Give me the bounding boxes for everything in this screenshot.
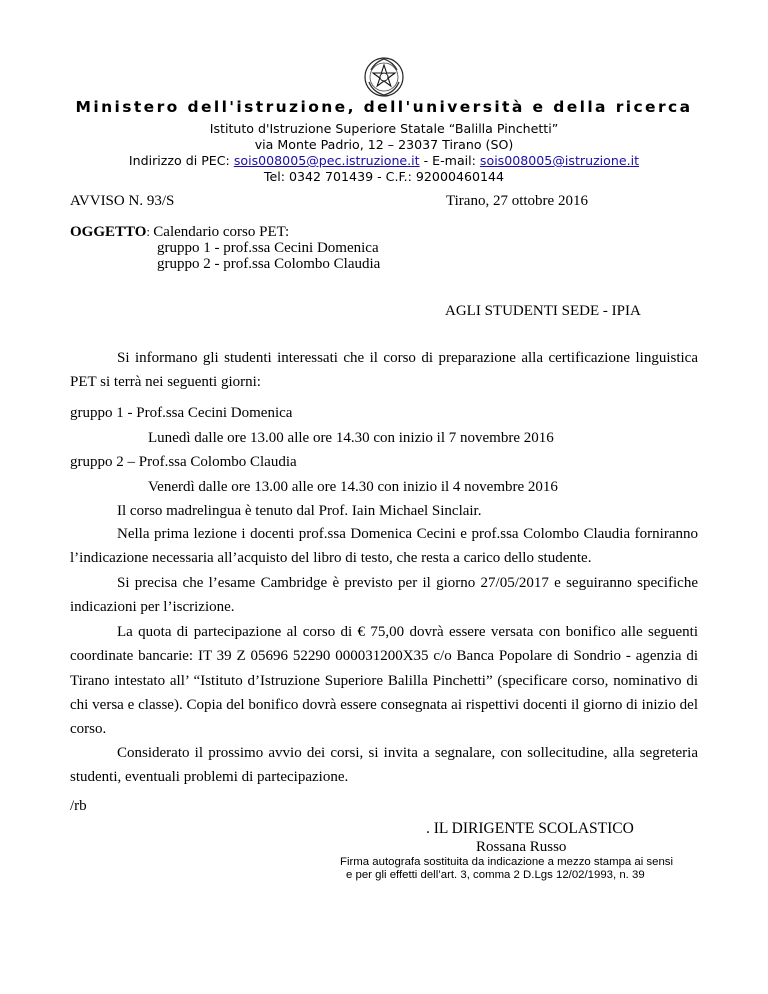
initials: /rb (70, 798, 87, 814)
notice-number: AVVISO N. 93/S (70, 193, 175, 209)
closing-paragraph: Considerato il prossimo avvio dei corsi, si invita a segnalare, con sollecitudine, alla segreteria studenti, eventuali problemi di partecipazione. (70, 745, 698, 786)
subject-group-2: gruppo 2 - prof.ssa Colombo Claudia (157, 256, 381, 272)
subject-title: Calendario corso PET: (153, 224, 290, 240)
notice-place-date: Tirano, 27 ottobre 2016 (446, 193, 588, 209)
subject-label: OGGETTO (70, 224, 147, 240)
recipient: AGLI STUDENTI SEDE - IPIA (445, 303, 641, 319)
email-label: - E-mail: (419, 153, 480, 168)
native-teacher-line: Il corso madrelingua è tenuto dal Prof. Iain Michael Sinclair. (117, 503, 482, 519)
group-1-schedule: Lunedì dalle ore 13.00 alle ore 14.30 con inizio il 7 novembre 2016 (148, 430, 554, 446)
signature-title: . IL DIRIGENTE SCOLASTICO (426, 820, 634, 837)
group-2-schedule: Venerdì dalle ore 13.00 alle ore 14.30 con inizio il 4 novembre 2016 (148, 479, 558, 495)
signature-note-line-2: e per gli effetti dell’art. 3, comma 2 D.Lgs 12/02/1993, n. 39 (346, 869, 645, 881)
first-lesson-paragraph: Nella prima lezione i docenti prof.ssa Domenica Cecini e prof.ssa Colombo Claudia forniranno l’indicazione necessaria all’acquisto del libro di testo, che resta a carico dello studente. (70, 526, 698, 567)
signature-name: Rossana Russo (476, 839, 567, 855)
institute-name: Istituto d'Istruzione Superiore Statale “Balilla Pinchetti” (209, 121, 559, 136)
group-2-title: gruppo 2 – Prof.ssa Colombo Claudia (70, 454, 297, 470)
intro-paragraph: Si informano gli studenti interessati che il corso di preparazione alla certificazione linguistica PET si terrà nei seguenti giorni: (70, 350, 698, 391)
institute-address: via Monte Padrio, 12 – 23037 Tirano (SO) (254, 137, 514, 152)
subject-group-1: gruppo 1 - prof.ssa Cecini Domenica (157, 240, 379, 256)
pec-label: Indirizzo di PEC: (128, 153, 234, 168)
fee-paragraph: La quota di partecipazione al corso di € 75,00 dovrà essere versata con bonifico alle seguenti coordinate bancarie: IT 39 Z 05696 52290 000031200X35 c/o Banca Popolare di Sondrio - agenzia di Tirano intestato all’ “Istituto d’Istruzione Superiore Balilla Pinchetti” (specificare corso, nominativo di chi versa e classe). Copia del bonifico dovrà essere consegnata ai rispettivi docenti il giorno di inizio del corso. (70, 624, 698, 738)
group-1-title: gruppo 1 - Prof.ssa Cecini Domenica (70, 405, 293, 421)
subject-colon: : (146, 224, 154, 239)
exam-paragraph: Si precisa che l’esame Cambridge è previsto per il giorno 27/05/2017 e seguiranno specifiche indicazioni per l’iscrizione. (70, 575, 698, 616)
email-link[interactable]: sois008005@istruzione.it (479, 153, 640, 168)
ministry-name: Ministero dell'istruzione, dell'università e della ricerca (75, 98, 693, 116)
institute-phone-cf: Tel: 0342 701439 - C.F.: 92000460144 (263, 169, 505, 184)
pec-email-link[interactable]: sois008005@pec.istruzione.it (233, 153, 420, 168)
institute-contacts (0, 153, 768, 169)
italian-republic-emblem-icon (363, 56, 405, 98)
signature-note-line-1: Firma autografa sostituita da indicazione a mezzo stampa ai sensi (340, 856, 674, 868)
